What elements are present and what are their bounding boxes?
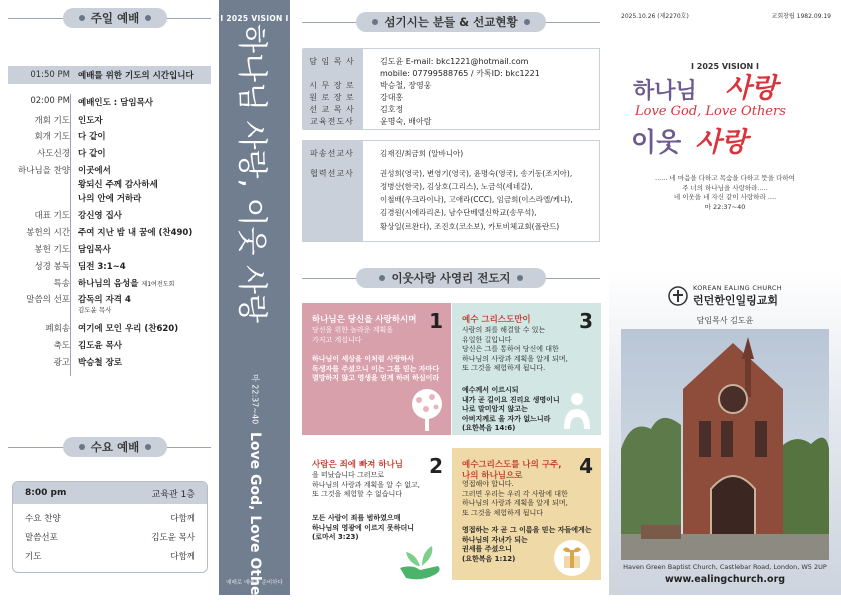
schedule-row [8,130,218,142]
schedule-value [78,226,192,238]
wednesday-row [13,508,207,527]
schedule-value [78,293,131,314]
schedule-row [8,260,218,272]
schedule-row [8,209,218,221]
schedule-label: 광고 [53,358,70,368]
schedule-note: 제1여전도회 [141,281,175,288]
quadrant-2 [302,448,451,580]
schedule-value [78,243,111,255]
schedule-value [78,178,158,190]
schedule-value [78,114,103,126]
schedule-label: 하나님을 찬양 [18,166,70,176]
schedule-row [8,192,218,204]
church-name-kr: 런던한인일링교회 [693,294,779,307]
mission-names: 김재진/최금희 (알바니아) [380,149,464,158]
prayer-text: 예배를 위한 기도의 시간입니다 [78,71,194,81]
schedule-row [8,226,218,238]
staff-role: 시 무 장 로 [309,81,355,90]
established-date: 교회창립 1982.09.19 [771,13,831,20]
wed-row-value: 김도윤 목사 [151,532,195,543]
mission-names: 황상일(르완다), 조진호(코소보), 카토비체교회(폴란드) [380,222,560,231]
quad-title: 예수 그리스도만이 [462,315,531,325]
schedule-value [78,339,122,351]
schedule-row [8,356,218,368]
cover-pastor: 담임목사 김도윤 [696,316,754,325]
cover-english: Love God, Love Others [635,104,786,119]
schedule-row [8,114,218,126]
schedule-value-text: 김도윤 목사 [78,341,123,351]
cover-verse: ...... 네 마음을 다하고 목숨을 다하고 뜻을 다하여 주 너의 하나님을 사랑하라..... 네 이웃을 네 자신 같이 사랑하라 .... 마 22:37~40 [655,174,795,211]
schedule-label: 특송 [53,279,70,289]
church-photo [621,329,829,560]
mission-names: 김경원(시에라리온), 남수단베델신학교(송무석), [380,208,537,217]
spine-panel [219,0,290,611]
schedule-value-text: 다 같이 [78,132,106,142]
schedule-label: 회개 기도 [34,132,70,142]
schedule-value [78,130,106,142]
schedule-value-text: 감독의 자격 4 [78,295,131,305]
quad-number: 1 [429,309,443,333]
church-address: Haven Green Baptist Church, Castlebar Road, London, W5 2UP [623,563,827,571]
staff-role: 선 교 목 사 [309,105,355,114]
staff-name: 윤명숙, 배아람 [380,117,432,126]
schedule-row [8,339,218,351]
spine-title-en: Love God, Love Others [246,432,263,611]
cover-line2: 이웃 [631,128,682,158]
schedule-value-text: 주여 지난 밤 내 꿈에 (찬490) [78,228,193,238]
quad-title: 하나님은 당신을 사랑하시며 [312,315,417,325]
schedule-value-text: 담임목사 [78,245,111,255]
schedule-value [78,356,122,368]
schedule-label: 성경 봉독 [34,262,70,272]
wednesday-time: 8:00 pm [25,488,67,498]
staff-role: 담 임 목 사 [309,57,355,66]
worship-panel [0,0,218,595]
spine-footer: 예배로 예배를 준비하다 [226,580,283,586]
staff-role: 교육전도사 [310,117,354,126]
wednesday-schedule [12,481,208,573]
quad-number: 3 [579,309,593,333]
schedule-label: 폐회송 [45,324,70,334]
schedule-row [8,147,218,159]
wednesday-place: 교육관 1층 [151,489,195,500]
wednesday-title: 수요 예배 [90,440,140,454]
schedule-row [8,96,218,108]
quad-verse: 모든 사람이 죄를 범하였으매 하나님의 영광에 이르지 못하더니 (로마서 3:23) [312,514,414,541]
cover-vision: I 2025 VISION I [691,62,759,71]
prayer-bar [8,66,211,84]
quad-text: 영접해야 합니다. 그러면 우리는 우리 각 사람에 대한 하나님의 사랑과 계획을 알게 되며, 또 그것을 체험하게 됩니다 [462,480,568,517]
schedule-label: 02:00 PM [30,96,70,106]
quad-verse: 예수께서 이르시되 내가 곧 길이요 진리요 생명이니 나로 말미암지 않고는 아버지께로 올 자가 없느니라 (요한복음 14:6) [462,386,560,432]
cover-line1-accent: 사랑 [725,73,778,104]
wednesday-row [13,546,207,565]
schedule-label [8,178,78,190]
wed-row-label: 기도 [25,551,42,562]
tree-icon [406,387,448,433]
schedule-row [8,164,218,176]
schedule-value-text: 나의 안에 거하라 [78,194,142,204]
schedule-value-text: 인도자 [78,116,103,126]
evangelism-title: 이웃사랑 사영리 전도지 [391,271,511,285]
schedule-row [8,277,218,289]
mission-names: 이철배(우크라이나), 고애라(CCC), 임금희(이스라엘/케냐), [380,195,573,204]
prayer-time: 01:50 PM [30,70,70,80]
schedule-value-text: 다 같이 [78,149,106,159]
plant-hand-icon [398,540,444,582]
staff-header [302,12,600,32]
mission-names: 권성희(영국), 변영기(영국), 윤명숙(영국), 송기동(조지아), [380,169,573,178]
quad-title-2: 나의 하나님으로 [462,471,523,481]
schedule-value [78,147,106,159]
wednesday-head [13,482,207,504]
wed-row-value: 다함께 [170,513,195,524]
wed-row-label: 수요 찬양 [25,513,61,524]
schedule-row [8,322,218,334]
schedule-value-text: 왕되신 주께 감사하세 [78,180,158,190]
schedule-value-text: 여기에 모인 우리 (찬620) [78,324,179,334]
schedule-value-text: 하나님의 음성을 [78,279,139,289]
issue-date: 2025.10.26 (제2270호) [621,13,689,20]
schedule-label: 사도신경 [37,149,70,159]
wed-row-value: 다함께 [170,551,195,562]
evangelism-header [302,268,600,288]
schedule-row [8,293,218,314]
quadrant-4 [452,448,601,580]
quad-title: 예수그리스도를 나의 구주, [462,460,562,470]
mission-role: 협력선교사 [310,169,354,178]
wednesday-row [13,527,207,546]
schedule-value [78,209,122,221]
church-name-en: KOREAN EALING CHURCH [693,284,782,292]
sunday-header [8,8,211,28]
wednesday-header [8,437,211,457]
person-icon [560,391,594,431]
spine-vision: I 2025 VISION I [220,14,289,23]
cover-panel [609,0,841,595]
cover-line2-accent: 사랑 [695,127,748,158]
schedule-value [78,322,178,334]
schedule-label: 개회 기도 [34,116,70,126]
wed-row-label: 말씀선포 [25,532,58,543]
staff-title: 섬기시는 분들 & 선교현황 [384,15,518,29]
schedule-value [78,192,141,204]
staff-name: 박승철, 장영웅 [380,81,432,90]
church-logo-icon [668,286,688,306]
schedule-value [78,277,174,289]
quadrant-1 [302,303,451,435]
schedule-label: 말씀의 선포 [26,295,70,305]
schedule-value-text: 예배인도 : 담임목사 [78,98,154,108]
gift-icon [552,538,592,578]
quad-verse: 영접하는 자 곧 그 이름을 믿는 자들에게는 하나님의 자녀가 되는 권세를 주셨으니 (요한복음 1:12) [462,526,592,563]
schedule-label: 봉헌 기도 [34,245,70,255]
church-website[interactable]: www.ealingchurch.org [664,574,786,585]
staff-name: 김호정 [380,105,404,114]
schedule-value-text: 딤전 3:1~4 [78,262,126,272]
schedule-value [78,260,126,272]
quad-number: 2 [429,454,443,478]
staff-name: mobile: 07799588765 / 카톡ID: bkc1221 [380,69,540,78]
quad-verse: 하나님이 세상을 이처럼 사랑하사 독생자를 주셨으니 이는 그를 믿는 자마다 멸망하지 않고 영생을 얻게 하려 하심이라 [312,355,440,382]
staff-name: 강대홍 [380,93,404,102]
schedule-value-text: 강신영 집사 [78,211,123,221]
schedule-label: 봉헌의 시간 [26,228,70,238]
sunday-title: 주일 예배 [90,11,140,25]
quad-text: 당신을 위한 놀라운 계획을 가지고 계십니다 [312,326,394,344]
schedule-row [8,178,218,190]
schedule-label: 대표 기도 [34,211,70,221]
spine-ref: 마 22:37~40 [250,374,259,425]
church-logo [609,284,841,308]
quadrant-3 [452,303,601,435]
staff-role: 원 로 장 로 [309,93,355,102]
quad-number: 4 [579,454,593,478]
quad-text: 사람의 죄를 해결할 수 있는 유일한 길입니다 당신은 그를 통하여 당신에 대한 하나님의 사랑과 계획을 알게 되며, 또 그것을 체험하게 됩니다. [462,326,568,372]
schedule-row [8,243,218,255]
mission-names: 정병산(한국), 김상호(그리스), 노금석(세네갈), [380,182,533,191]
schedule-label [8,192,78,204]
schedule-value-text: 박승철 장로 [78,358,123,368]
schedule-value [78,164,111,176]
quad-text: 을 떠났습니다 그러므로 하나님의 사랑과 계획을 알 수 없고, 또 그것을 체험할 수 없습니다 [312,471,421,498]
mission-role: 파송선교사 [310,149,354,158]
schedule-label: 축도 [53,341,70,351]
schedule-value-text: 이곳에서 [78,166,111,176]
spine-title-kr: 하나님 사랑, 이웃 사랑 [233,24,269,323]
schedule-value [78,96,153,108]
schedule-sub: 김도윤 목사 [78,306,112,314]
cover-line1: 하나님 [633,79,697,104]
quad-title: 사람은 죄에 빠져 하나님 [312,460,403,470]
staff-name: 김도윤 E-mail: bkc1221@hotmail.com [380,57,529,66]
